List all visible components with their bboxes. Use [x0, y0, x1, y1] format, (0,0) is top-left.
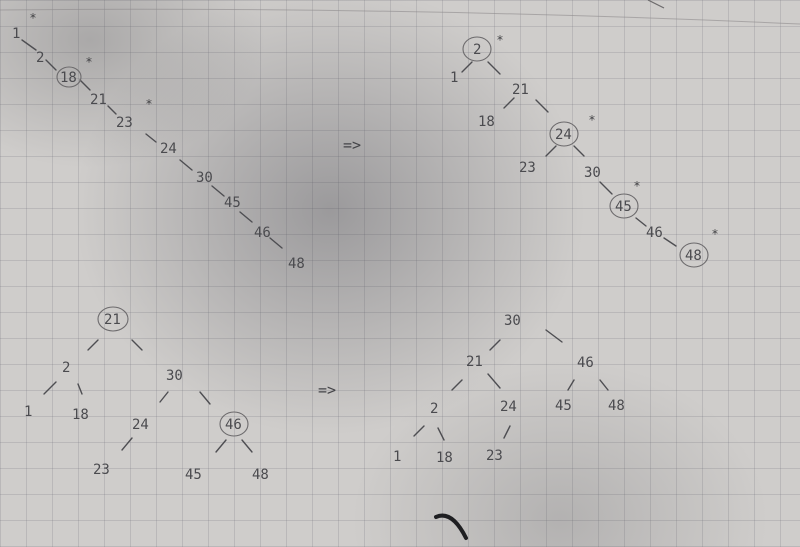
- tree-node: 1: [24, 404, 33, 420]
- tree-node: 24: [555, 127, 572, 143]
- tree-node: 23: [486, 448, 503, 464]
- tree-node: 18: [478, 114, 495, 130]
- chain-node: 23: [116, 115, 133, 131]
- tree-after-second-splay: [24, 307, 269, 483]
- tree-node: 18: [436, 450, 453, 466]
- tree-node: 46: [577, 355, 594, 371]
- tree-edge: [452, 380, 462, 390]
- chain-edge: [46, 60, 56, 70]
- tree-node: 21: [104, 312, 121, 328]
- tree-edge: [536, 100, 548, 112]
- tree-edge: [664, 238, 676, 246]
- tree-edge: [568, 380, 574, 390]
- chain-edge: [240, 212, 252, 222]
- tree-edge: [504, 426, 510, 438]
- tree-node: 48: [685, 248, 702, 264]
- chain-star-mark: *: [30, 11, 36, 25]
- tree-node: 2: [62, 360, 71, 376]
- tree-node: 2: [473, 42, 482, 58]
- tree-edge: [216, 440, 226, 452]
- tree-edge: [200, 392, 210, 404]
- chain-node: 46: [254, 225, 271, 241]
- tree-edge: [636, 218, 646, 226]
- star-mark: *: [589, 113, 595, 127]
- tree-node: 18: [72, 407, 89, 423]
- tree-node: 23: [519, 160, 536, 176]
- tree-edge: [462, 62, 472, 72]
- tree-node: 21: [466, 354, 483, 370]
- tree-node: 30: [584, 165, 601, 181]
- chain-node: 2: [36, 50, 45, 66]
- chain-node: 1: [12, 26, 21, 42]
- chain-node: 18: [60, 70, 77, 86]
- tree-edge: [88, 340, 98, 350]
- star-mark: *: [634, 179, 640, 193]
- chain-edge: [80, 80, 90, 90]
- degenerate-chain: [12, 11, 305, 272]
- chain-edge: [270, 238, 282, 248]
- chain-node: 48: [288, 256, 305, 272]
- tree-node: 23: [93, 462, 110, 478]
- tree-node: 24: [132, 417, 149, 433]
- tree-node: 30: [504, 313, 521, 329]
- tree-edge: [414, 426, 424, 436]
- chain-star-mark: *: [146, 97, 152, 111]
- final-balanced-tree: [393, 313, 625, 466]
- chain-node: 30: [196, 170, 213, 186]
- tree-node: 1: [450, 70, 459, 86]
- chain-edge: [146, 134, 156, 142]
- pen-stroke: [648, 0, 664, 8]
- transform-arrow: =>: [318, 381, 337, 399]
- tree-node: 1: [393, 449, 402, 465]
- tree-node: 45: [185, 467, 202, 483]
- tree-edge: [78, 384, 82, 394]
- tree-edge: [160, 392, 168, 402]
- tree-edge: [132, 340, 142, 350]
- pen-stroke: [436, 516, 466, 538]
- chain-edge: [180, 160, 192, 170]
- tree-edge: [574, 146, 584, 156]
- chain-edge: [22, 40, 36, 50]
- chain-node: 24: [160, 141, 177, 157]
- chain-node: 21: [90, 92, 107, 108]
- chain-edge: [108, 106, 116, 114]
- tree-edge: [242, 440, 252, 452]
- tree-node: 21: [512, 82, 529, 98]
- chain-node: 45: [224, 195, 241, 211]
- tree-edge: [600, 182, 612, 194]
- tree-node: 45: [615, 199, 632, 215]
- tree-edge: [488, 62, 500, 74]
- tree-node: 46: [646, 225, 663, 241]
- chain-edge: [212, 186, 224, 196]
- tree-node: 48: [608, 398, 625, 414]
- chain-star-mark: *: [86, 55, 92, 69]
- tree-edge: [504, 98, 514, 108]
- tree-edge: [490, 340, 500, 350]
- tree-node: 45: [555, 398, 572, 414]
- tree-node: 2: [430, 401, 439, 417]
- tree-edge: [546, 330, 562, 342]
- tree-node: 46: [225, 417, 242, 433]
- tree-edge: [600, 380, 608, 390]
- transform-arrow: =>: [343, 136, 362, 154]
- star-mark: *: [712, 227, 718, 241]
- star-mark: *: [497, 33, 503, 47]
- tree-node: 30: [166, 368, 183, 384]
- tree-node: 24: [500, 399, 517, 415]
- tree-after-first-splay: [450, 33, 718, 267]
- tree-edge: [438, 428, 444, 440]
- tree-edge: [488, 374, 500, 388]
- tree-edge: [546, 146, 556, 156]
- tree-edge: [122, 438, 132, 450]
- tree-edge: [44, 382, 56, 394]
- tree-node: 48: [252, 467, 269, 483]
